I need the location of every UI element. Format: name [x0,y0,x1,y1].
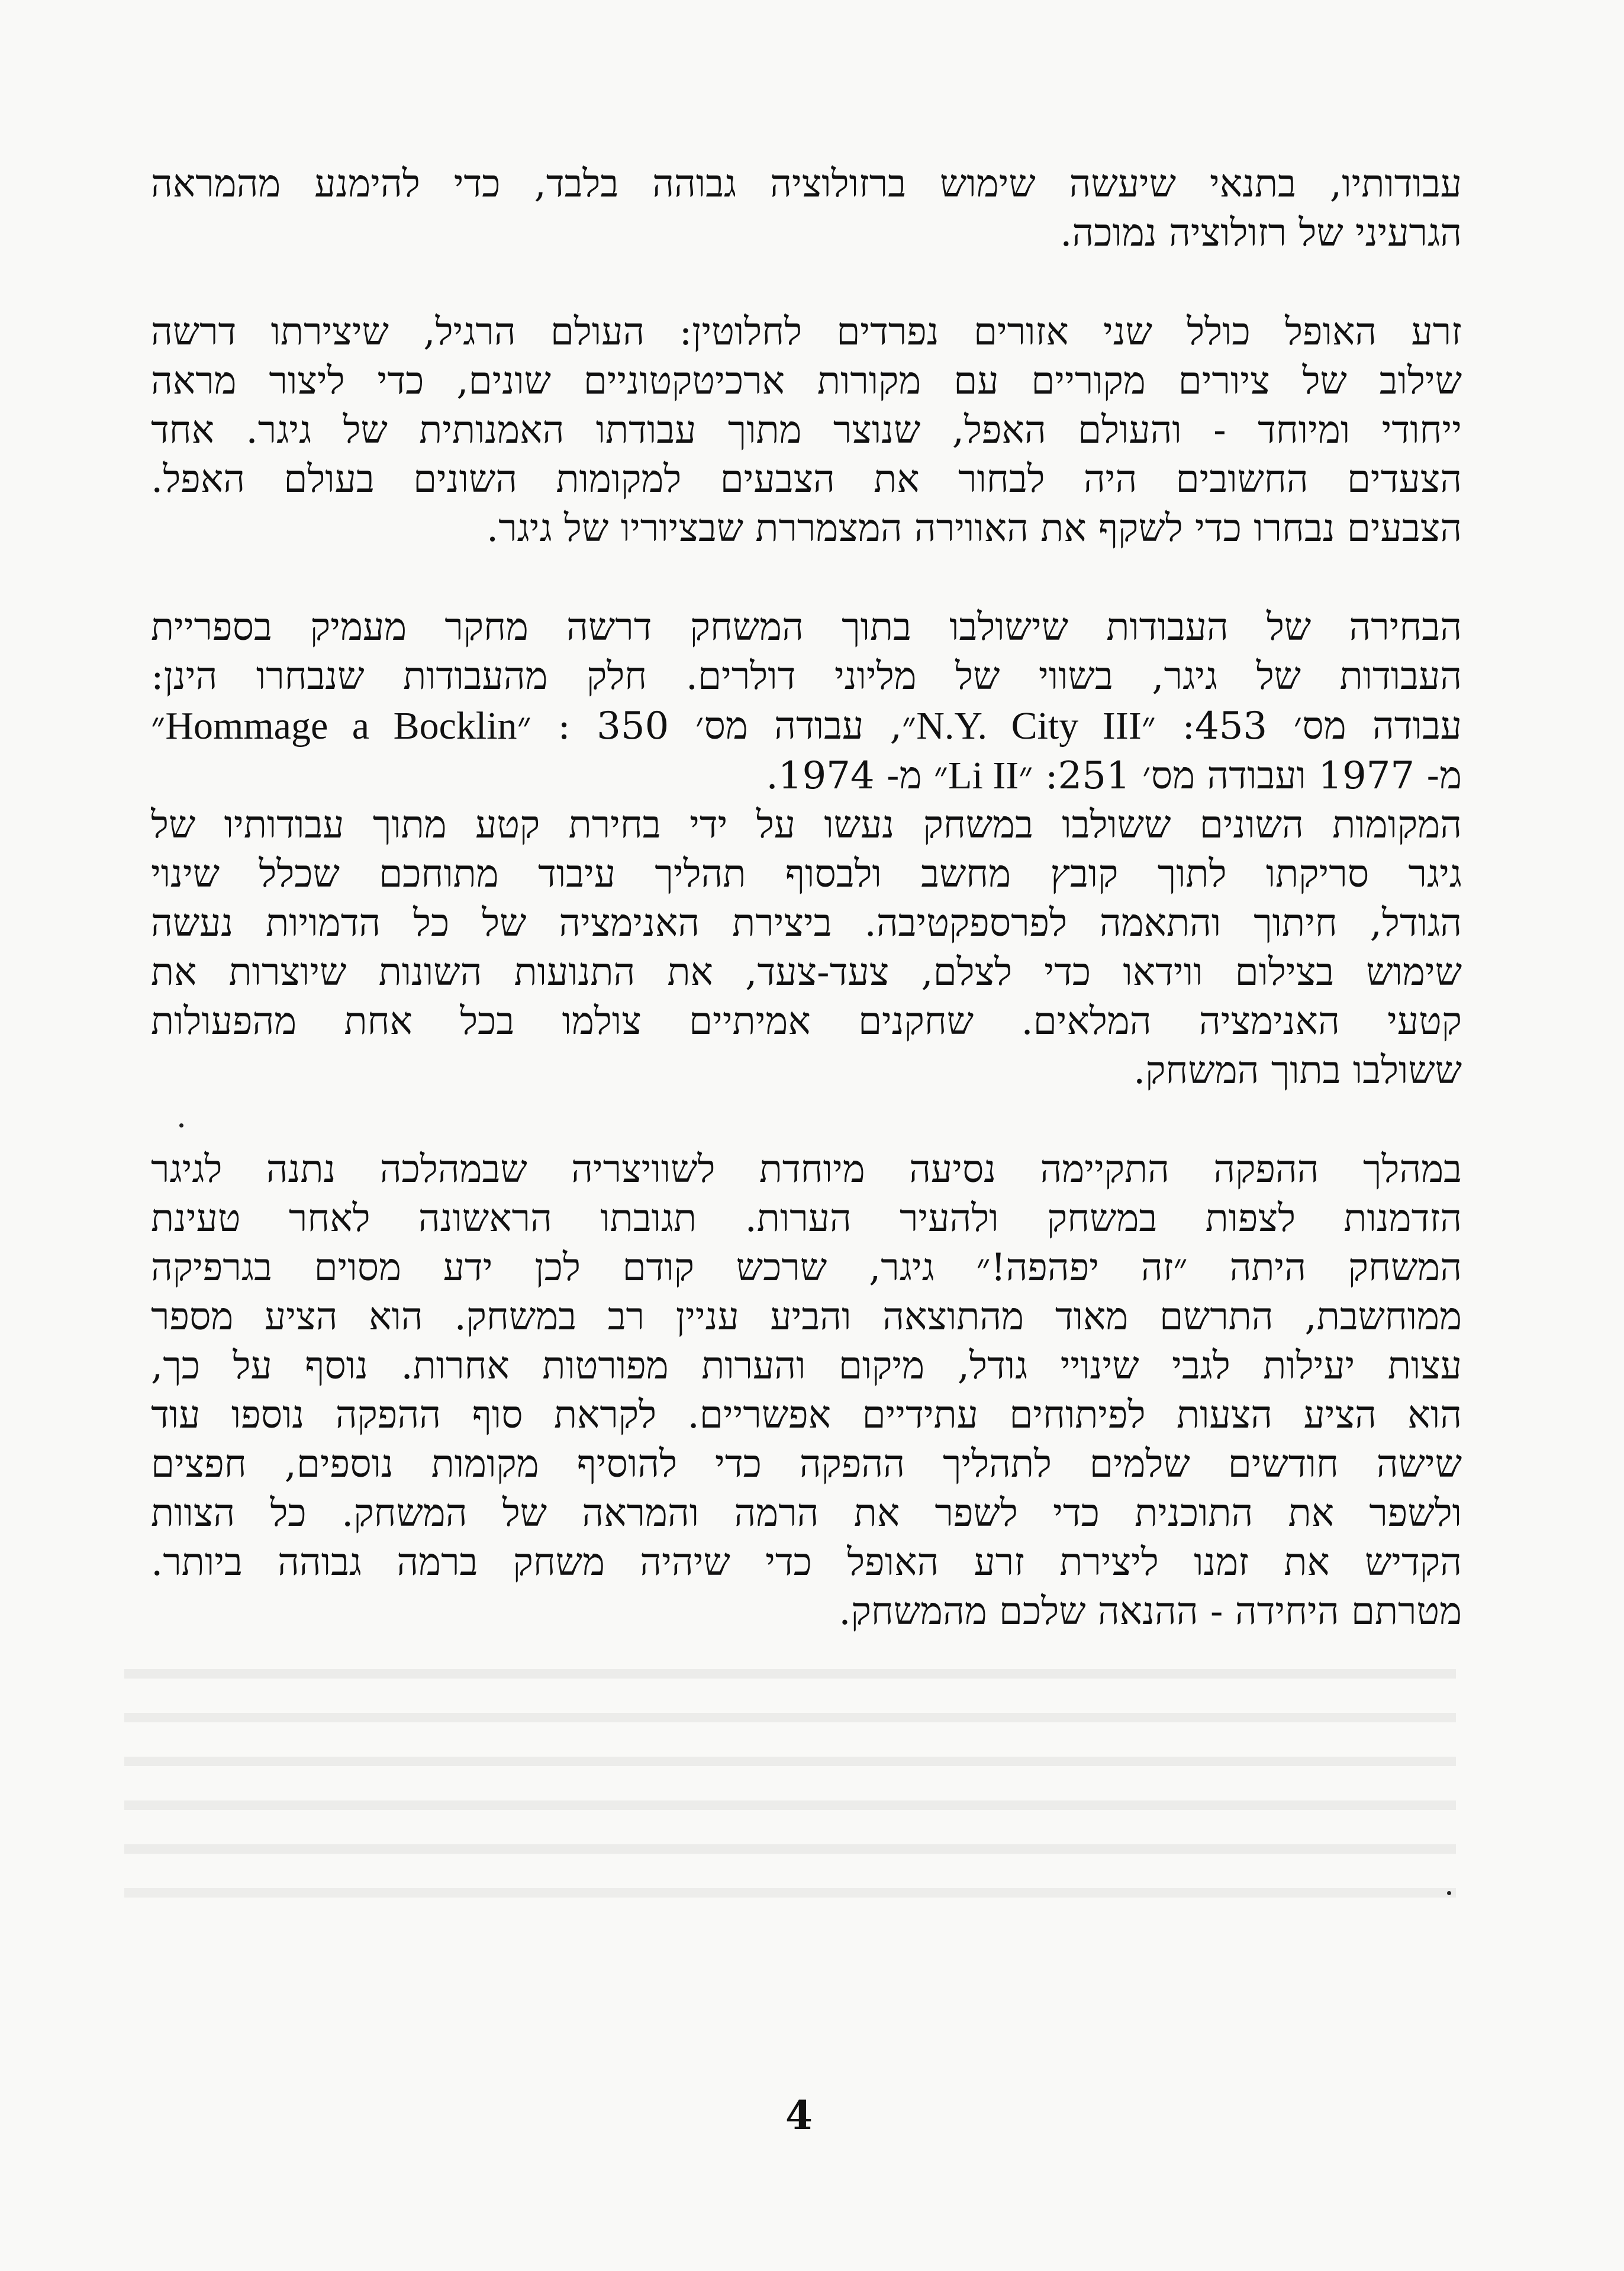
text-line: מטרתם היחידה - ההנאה שלכם מהמשחק. [839,1590,1462,1634]
paragraph-2 [151,308,1462,553]
text-line: במהלך ההפקה התקיימה נסיעה מיוחדת לשוויצריה שבמהלכה נתנה לגיגר [151,1148,1462,1191]
text-line: שימוש בצילום ווידאו כדי לצלם, צעד-צעד, את התנועות השונות שיוצרות את [151,951,1462,994]
ink-speck [1447,1891,1451,1895]
text-line: ייחודי ומיוחד - והעולם האפל, שנוצר מתוך עבודתו האמנותית של גיגר. אחד [151,408,1462,452]
text-line: הגרעיני של רזולוציה נמוכה. [1060,211,1462,255]
artwork-title: Li II [948,754,1019,797]
paragraph-3 [151,603,1462,1096]
works-text: ״ מ- 1974. [766,754,949,798]
text-line: זרע האופל כולל שני אזורים נפרדים לחלוטין: העולם הרגיל, שיצירתו דרשה [151,310,1462,354]
works-text: ״ [151,704,166,748]
text-line: הבחירה של העבודות שישולבו בתוך המשחק דרשה מחקר מעמיק בספריית [151,605,1462,649]
text-line: ולשפר את התוכנית כדי לשפר את הרמה והמראה של המשחק. כל הצוות [151,1492,1462,1535]
text-line: קטעי האנימציה המלאים. שחקנים אמיתיים צולמו בכל אחת מהפעולות [151,1000,1462,1043]
text-line: הצעדים החשובים היה לבחור את הצבעים למקומות השונים בעולם האפל. [151,458,1462,501]
text-line: הצבעים נבחרו כדי לשקף את האווירה המצמררת שבציוריו של גיגר. [486,507,1462,550]
text-line: המשחק היתה ״זה יפהפה!״ גיגר, שרכש קודם לכן ידע מסוים בגרפיקה [151,1246,1462,1290]
works-text: מ- 1977 ועבודה מס׳ 251: ״ [1019,754,1462,798]
text-line: העבודות של גיגר, בשווי של מליוני דולרים. חלק מהעבודות שנבחרו הינן: [151,655,1462,698]
artwork-title: N.Y. City III [916,704,1142,748]
text-line: הוא הציע הצעות לפיתוחים עתידיים אפשריים. לקראת סוף ההפקה נוספו עוד [151,1393,1462,1437]
bleed-through-shadow [124,1669,1456,1924]
works-text: עבודה מס׳ 453: ״ [1141,704,1462,748]
works-line [151,701,1462,751]
text-line: שילוב של ציורים מקוריים עם מקורות ארכיטקטוניים שונים, כדי ליצור מראה [151,359,1462,403]
text-line: ממוחשבת, התרשם מאוד מהתוצאה והביע עניין רב במשחק. הוא הציע מספר [151,1295,1462,1339]
body-text [151,160,1462,1637]
text-line: הזדמנות לצפות במשחק ולהעיר הערות. תגובתו הראשונה לאחר טעינת [151,1197,1462,1241]
paragraph-1 [151,160,1462,258]
text-line: עבודותיו, בתנאי שיעשה שימוש ברזולוציה גבוהה בלבד, כדי להימנע מהמראה [151,162,1462,206]
works-text: ״, עבודה מס׳ 350 : ״ [517,704,917,748]
text-line: עצות יעילות לגבי שינויי גודל, מיקום והערות מפורטות אחרות. נוסף על כך, [151,1344,1462,1388]
text-line: ששולבו בתוך המשחק. [1133,1049,1462,1093]
text-line: הקדיש את זמנו ליצירת זרע האופל כדי שיהיה משחק ברמה גבוהה ביותר. [151,1541,1462,1584]
works-line [151,751,1462,801]
text-line: הגודל, חיתוך והתאמה לפרספקטיבה. ביצירת האנימציה של כל הדמויות נעשה [151,901,1462,945]
paragraph-4 [151,1145,1462,1637]
text-line: המקומות השונים ששולבו במשחק נעשו על ידי בחירת קטע מתוך עבודותיו של [151,803,1462,847]
artwork-title: Hommage a Bocklin [165,704,517,748]
page-number: 4 [785,2092,813,2138]
text-line: שישה חודשים שלמים לתהליך ההפקה כדי להוסיף מקומות נוספים, חפצים [151,1442,1462,1486]
text-line: גיגר סריקתו לתוך קובץ מחשב ולבסוף תהליך עיבוד מתוחכם שכלל שינוי [151,852,1462,896]
